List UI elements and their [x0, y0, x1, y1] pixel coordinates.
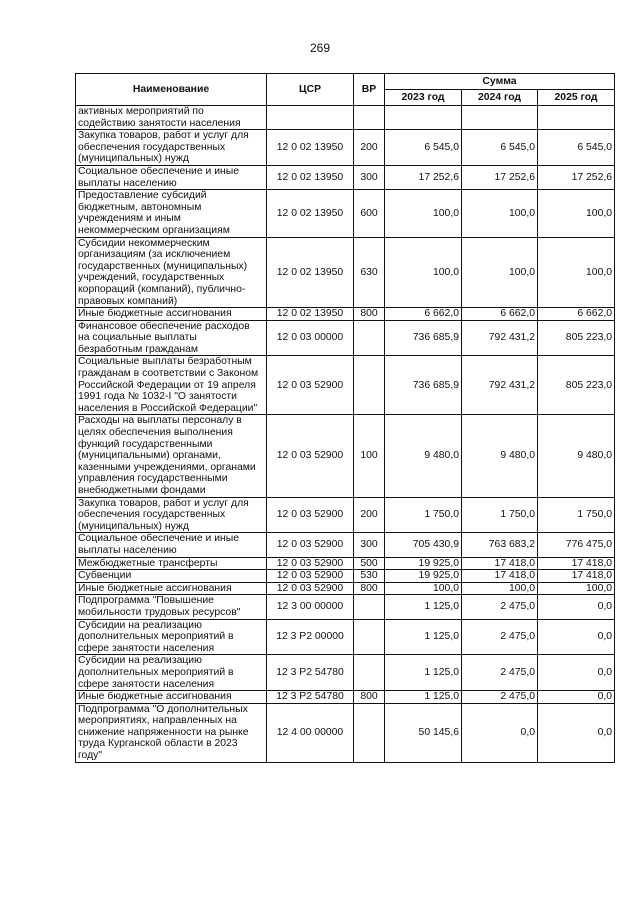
- table-row: [76, 497, 615, 533]
- cell-name: Расходы на выплаты персоналу в целях обеспечения выполнения функций государственными (муниципальными) органами, казенными учреждениями, органами управления государственными внебюджетными фондами: [76, 415, 267, 497]
- header-year-2024: 2024 год: [462, 90, 538, 106]
- cell-2025: 0,0: [538, 655, 615, 691]
- cell-name: Субсидии на реализацию дополнительных мероприятий в сфере занятости населения: [76, 655, 267, 691]
- cell-csr: 12 0 03 52900: [267, 415, 354, 497]
- budget-table: [75, 73, 615, 763]
- table-row: [76, 237, 615, 308]
- cell-name: Финансовое обеспечение расходов на социальные выплаты безработным гражданам: [76, 320, 267, 356]
- cell-2025: 100,0: [538, 190, 615, 237]
- table-row: [76, 165, 615, 189]
- table-body: [76, 106, 615, 763]
- cell-2024: 6 662,0: [462, 308, 538, 321]
- table-row: [76, 655, 615, 691]
- cell-vr: [354, 655, 385, 691]
- cell-csr: 12 0 02 13950: [267, 308, 354, 321]
- header-csr: ЦСР: [267, 74, 354, 106]
- table-row: [76, 533, 615, 557]
- cell-2025: 17 418,0: [538, 570, 615, 583]
- cell-2023: 1 125,0: [385, 655, 462, 691]
- cell-name: Предоставление субсидий бюджетным, автономным учреждениям и иным некоммерческим организациям: [76, 190, 267, 237]
- cell-name: Социальное обеспечение и иные выплаты населению: [76, 533, 267, 557]
- cell-vr: [354, 106, 385, 130]
- cell-csr: 12 0 03 52900: [267, 582, 354, 595]
- cell-name: Субсидии на реализацию дополнительных мероприятий в сфере занятости населения: [76, 619, 267, 655]
- cell-2023: 1 125,0: [385, 619, 462, 655]
- cell-csr: 12 0 03 52900: [267, 533, 354, 557]
- cell-2025: 0,0: [538, 595, 615, 619]
- cell-name: Социальные выплаты безработным гражданам в соответствии с Законом Российской Федерации от 19 апреля 1991 года № 1032-I "О занятости населения в Российской Федерации": [76, 356, 267, 415]
- cell-2023: 6 545,0: [385, 130, 462, 166]
- cell-name: Подпрограмма "О дополнительных мероприятиях, направленных на снижение напряженности на рынке труда Курганской области в 2023 году": [76, 703, 267, 762]
- cell-vr: [354, 703, 385, 762]
- table-row: [76, 130, 615, 166]
- cell-2023: 19 925,0: [385, 570, 462, 583]
- cell-csr: 12 0 03 52900: [267, 557, 354, 570]
- cell-vr: 630: [354, 237, 385, 308]
- cell-vr: 300: [354, 165, 385, 189]
- cell-name: Иные бюджетные ассигнования: [76, 582, 267, 595]
- cell-name: Социальное обеспечение и иные выплаты населению: [76, 165, 267, 189]
- cell-2025: 6 545,0: [538, 130, 615, 166]
- cell-vr: 800: [354, 308, 385, 321]
- cell-name: Закупка товаров, работ и услуг для обеспечения государственных (муниципальных) нужд: [76, 497, 267, 533]
- cell-vr: 600: [354, 190, 385, 237]
- page-number: 269: [309, 41, 331, 55]
- cell-2025: 6 662,0: [538, 308, 615, 321]
- cell-vr: [354, 356, 385, 415]
- cell-vr: [354, 320, 385, 356]
- cell-vr: [354, 619, 385, 655]
- cell-csr: 12 3 P2 54780: [267, 655, 354, 691]
- cell-vr: 500: [354, 557, 385, 570]
- cell-2025: 776 475,0: [538, 533, 615, 557]
- cell-csr: 12 3 00 00000: [267, 595, 354, 619]
- cell-2025: 100,0: [538, 582, 615, 595]
- cell-vr: 800: [354, 691, 385, 704]
- cell-2025: 17 252,6: [538, 165, 615, 189]
- header-name: Наименование: [76, 74, 267, 106]
- cell-csr: 12 0 02 13950: [267, 165, 354, 189]
- cell-2024: 763 683,2: [462, 533, 538, 557]
- cell-2025: 805 223,0: [538, 320, 615, 356]
- table-row: [76, 570, 615, 583]
- cell-vr: 200: [354, 130, 385, 166]
- table-row: [76, 308, 615, 321]
- header-vr: ВР: [354, 74, 385, 106]
- cell-2025: [538, 106, 615, 130]
- cell-name: Межбюджетные трансферты: [76, 557, 267, 570]
- cell-name: Субсидии некоммерческим организациям (за исключением государственных (муниципальных) учреждений, государственных корпораций (компаний), публично-правовых компаний): [76, 237, 267, 308]
- table-row: [76, 106, 615, 130]
- cell-2025: 805 223,0: [538, 356, 615, 415]
- cell-2023: [385, 106, 462, 130]
- cell-2023: 1 125,0: [385, 595, 462, 619]
- cell-2024: 0,0: [462, 703, 538, 762]
- cell-2023: 100,0: [385, 237, 462, 308]
- cell-2023: 17 252,6: [385, 165, 462, 189]
- cell-2024: 792 431,2: [462, 320, 538, 356]
- table-row: [76, 557, 615, 570]
- table-row: [76, 703, 615, 762]
- cell-name: Субвенции: [76, 570, 267, 583]
- header-year-2023: 2023 год: [385, 90, 462, 106]
- cell-2024: 17 252,6: [462, 165, 538, 189]
- cell-2024: 2 475,0: [462, 595, 538, 619]
- table-row: [76, 415, 615, 497]
- cell-csr: 12 4 00 00000: [267, 703, 354, 762]
- cell-2023: 736 685,9: [385, 356, 462, 415]
- cell-csr: 12 0 02 13950: [267, 237, 354, 308]
- cell-2023: 6 662,0: [385, 308, 462, 321]
- cell-vr: 100: [354, 415, 385, 497]
- cell-2025: 0,0: [538, 619, 615, 655]
- table-row: [76, 320, 615, 356]
- cell-2025: 9 480,0: [538, 415, 615, 497]
- cell-2024: 2 475,0: [462, 655, 538, 691]
- cell-2025: 0,0: [538, 703, 615, 762]
- cell-2023: 1 750,0: [385, 497, 462, 533]
- cell-name: Закупка товаров, работ и услуг для обеспечения государственных (муниципальных) нужд: [76, 130, 267, 166]
- cell-csr: 12 0 02 13950: [267, 190, 354, 237]
- cell-csr: 12 0 02 13950: [267, 130, 354, 166]
- cell-2025: 17 418,0: [538, 557, 615, 570]
- cell-2025: 1 750,0: [538, 497, 615, 533]
- cell-2024: 17 418,0: [462, 570, 538, 583]
- cell-2023: 9 480,0: [385, 415, 462, 497]
- cell-name: Иные бюджетные ассигнования: [76, 691, 267, 704]
- cell-2024: 9 480,0: [462, 415, 538, 497]
- cell-2024: 100,0: [462, 237, 538, 308]
- cell-csr: 12 0 03 52900: [267, 356, 354, 415]
- cell-2023: 705 430,9: [385, 533, 462, 557]
- cell-2025: 100,0: [538, 237, 615, 308]
- table-row: [76, 691, 615, 704]
- cell-csr: [267, 106, 354, 130]
- cell-2024: 6 545,0: [462, 130, 538, 166]
- cell-name: Иные бюджетные ассигнования: [76, 308, 267, 321]
- cell-vr: 530: [354, 570, 385, 583]
- cell-2024: 1 750,0: [462, 497, 538, 533]
- cell-2023: 1 125,0: [385, 691, 462, 704]
- cell-2024: [462, 106, 538, 130]
- header-year-2025: 2025 год: [538, 90, 615, 106]
- cell-csr: 12 0 03 52900: [267, 497, 354, 533]
- cell-csr: 12 0 03 52900: [267, 570, 354, 583]
- cell-2023: 100,0: [385, 190, 462, 237]
- cell-2023: 736 685,9: [385, 320, 462, 356]
- cell-vr: 300: [354, 533, 385, 557]
- table-row: [76, 356, 615, 415]
- cell-name: Подпрограмма "Повышение мобильности трудовых ресурсов": [76, 595, 267, 619]
- table-row: [76, 582, 615, 595]
- cell-vr: 200: [354, 497, 385, 533]
- cell-2023: 19 925,0: [385, 557, 462, 570]
- table-row: [76, 595, 615, 619]
- cell-csr: 12 3 P2 54780: [267, 691, 354, 704]
- cell-2025: 0,0: [538, 691, 615, 704]
- cell-2024: 100,0: [462, 190, 538, 237]
- cell-2023: 50 145,6: [385, 703, 462, 762]
- header-sum: Сумма: [385, 74, 615, 90]
- table-row: [76, 619, 615, 655]
- cell-2024: 2 475,0: [462, 619, 538, 655]
- cell-2024: 792 431,2: [462, 356, 538, 415]
- cell-2024: 2 475,0: [462, 691, 538, 704]
- cell-vr: 800: [354, 582, 385, 595]
- cell-name: активных мероприятий по содействию занятости населения: [76, 106, 267, 130]
- cell-2024: 100,0: [462, 582, 538, 595]
- cell-vr: [354, 595, 385, 619]
- cell-csr: 12 0 03 00000: [267, 320, 354, 356]
- cell-csr: 12 3 P2 00000: [267, 619, 354, 655]
- cell-2024: 17 418,0: [462, 557, 538, 570]
- table-row: [76, 190, 615, 237]
- cell-2023: 100,0: [385, 582, 462, 595]
